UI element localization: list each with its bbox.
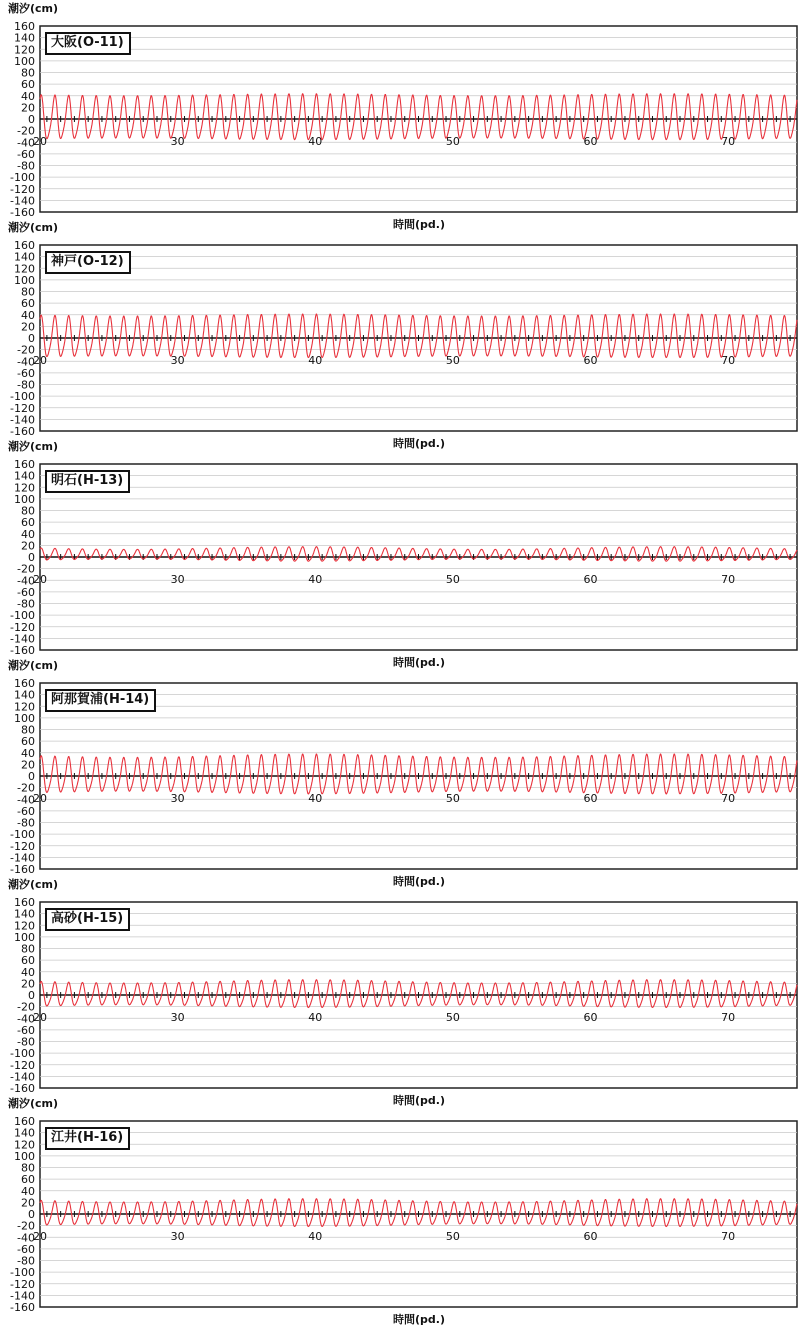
y-tick-label: -160: [10, 206, 35, 219]
x-tick-label: 40: [308, 792, 323, 805]
chart-panel: [0, 876, 800, 1107]
y-tick-label: -20: [17, 562, 35, 576]
y-tick-label: -140: [10, 413, 35, 427]
y-tick-label: 100: [14, 273, 35, 287]
y-tick-label: -160: [10, 644, 35, 657]
chart-panel: [0, 438, 800, 669]
x-tick-label: 50: [445, 135, 460, 148]
y-tick-label: 120: [14, 919, 35, 933]
y-tick-label: -100: [10, 828, 35, 842]
x-tick-label: 70: [721, 354, 736, 367]
x-tick-label: 40: [308, 135, 323, 148]
y-tick-label: 80: [21, 285, 35, 299]
y-axis-label: 潮汐(cm): [8, 1097, 59, 1110]
y-tick-label: 140: [14, 31, 35, 45]
y-tick-label: 160: [14, 896, 35, 909]
x-tick-label: 30: [170, 354, 185, 367]
y-tick-label: -40: [17, 793, 35, 807]
station-title: 神戸(O-12): [45, 251, 131, 274]
y-tick-label: 140: [14, 250, 35, 264]
y-tick-label: 60: [21, 78, 35, 92]
x-axis-label: 時間(pd.): [393, 218, 445, 231]
y-tick-label: 0: [28, 989, 35, 1002]
y-tick-label: -140: [10, 851, 35, 865]
y-tick-label: 40: [21, 527, 35, 541]
y-tick-label: -100: [10, 1266, 35, 1280]
y-tick-label: -100: [10, 390, 35, 404]
y-tick-label: 0: [28, 332, 35, 345]
y-tick-label: 100: [14, 930, 35, 944]
y-tick-label: 100: [14, 711, 35, 725]
chart-panel: [0, 219, 800, 450]
y-tick-label: 100: [14, 54, 35, 68]
x-tick-label: 70: [721, 1011, 736, 1024]
y-tick-label: 80: [21, 723, 35, 737]
x-tick-label: 20: [33, 354, 47, 367]
y-tick-label: -100: [10, 1047, 35, 1061]
y-tick-label: -20: [17, 1000, 35, 1014]
y-tick-label: 120: [14, 1138, 35, 1152]
x-tick-label: 30: [170, 1011, 185, 1024]
x-tick-label: 20: [33, 573, 47, 586]
x-tick-label: 50: [445, 1230, 460, 1243]
y-tick-label: -80: [17, 1254, 35, 1268]
station-title: 大阪(O-11): [45, 32, 131, 55]
y-tick-label: 140: [14, 688, 35, 702]
x-axis-label: 時間(pd.): [393, 1094, 445, 1107]
y-tick-label: -80: [17, 1035, 35, 1049]
x-axis-label: 時間(pd.): [393, 656, 445, 669]
y-tick-label: -40: [17, 136, 35, 150]
y-tick-label: -40: [17, 1012, 35, 1026]
x-axis-label: 時間(pd.): [393, 437, 445, 450]
y-axis-label: 潮汐(cm): [8, 878, 59, 891]
y-tick-label: 120: [14, 481, 35, 495]
y-tick-label: 80: [21, 66, 35, 80]
y-tick-label: 120: [14, 262, 35, 276]
x-tick-label: 20: [33, 792, 47, 805]
y-tick-label: 40: [21, 965, 35, 979]
y-tick-label: -140: [10, 1289, 35, 1303]
y-tick-label: 20: [21, 320, 35, 334]
y-tick-label: -140: [10, 194, 35, 208]
y-tick-label: 20: [21, 758, 35, 772]
y-tick-label: -120: [10, 401, 35, 415]
station-title: 阿那賀浦(H-14): [45, 689, 156, 712]
x-tick-label: 50: [445, 354, 460, 367]
y-axis-label: 潮汐(cm): [8, 659, 59, 672]
y-tick-label: 40: [21, 308, 35, 322]
y-tick-label: -120: [10, 182, 35, 196]
y-tick-label: 120: [14, 700, 35, 714]
x-tick-label: 20: [33, 135, 47, 148]
chart-panel: [0, 0, 800, 231]
y-tick-label: -120: [10, 1277, 35, 1291]
x-axis-label: 時間(pd.): [393, 875, 445, 888]
x-tick-label: 40: [308, 354, 323, 367]
y-tick-label: 140: [14, 1126, 35, 1140]
x-tick-label: 60: [583, 354, 598, 367]
y-tick-label: -120: [10, 839, 35, 853]
y-tick-label: -120: [10, 620, 35, 634]
x-tick-label: 40: [308, 1230, 323, 1243]
station-title: 明石(H-13): [45, 470, 130, 493]
y-tick-label: -60: [17, 585, 35, 599]
x-tick-label: 60: [583, 1230, 598, 1243]
x-tick-label: 50: [445, 573, 460, 586]
x-tick-label: 30: [170, 135, 185, 148]
y-tick-label: -40: [17, 355, 35, 369]
y-tick-label: 140: [14, 469, 35, 483]
y-tick-label: 60: [21, 297, 35, 311]
y-tick-label: 80: [21, 504, 35, 518]
y-tick-label: -100: [10, 609, 35, 623]
y-tick-label: -20: [17, 124, 35, 138]
y-tick-label: -20: [17, 1219, 35, 1233]
y-axis-label: 潮汐(cm): [8, 221, 59, 234]
y-tick-label: -100: [10, 171, 35, 185]
y-axis-label: 潮汐(cm): [8, 440, 59, 453]
y-tick-label: 60: [21, 516, 35, 530]
y-tick-label: 160: [14, 458, 35, 471]
y-tick-label: -60: [17, 1023, 35, 1037]
y-tick-label: 0: [28, 113, 35, 126]
y-tick-label: 160: [14, 677, 35, 690]
y-tick-label: -60: [17, 804, 35, 818]
y-tick-label: 80: [21, 942, 35, 956]
y-tick-label: 60: [21, 1173, 35, 1187]
x-tick-label: 70: [721, 792, 736, 805]
y-tick-label: 60: [21, 954, 35, 968]
y-tick-label: -140: [10, 1070, 35, 1084]
y-tick-label: 160: [14, 1115, 35, 1128]
y-tick-label: -20: [17, 343, 35, 357]
y-tick-label: -80: [17, 816, 35, 830]
y-tick-label: 80: [21, 1161, 35, 1175]
chart-panel: [0, 657, 800, 888]
y-tick-label: 20: [21, 101, 35, 115]
x-tick-label: 70: [721, 135, 736, 148]
y-tick-label: 40: [21, 746, 35, 760]
y-tick-label: -60: [17, 147, 35, 161]
y-tick-label: -60: [17, 366, 35, 380]
x-tick-label: 60: [583, 573, 598, 586]
y-tick-label: -160: [10, 1082, 35, 1095]
y-tick-label: 120: [14, 43, 35, 57]
x-tick-label: 20: [33, 1230, 47, 1243]
y-tick-label: 140: [14, 907, 35, 921]
y-tick-label: -40: [17, 1231, 35, 1245]
station-title: 高砂(H-15): [45, 908, 130, 931]
x-tick-label: 60: [583, 135, 598, 148]
y-tick-label: 0: [28, 1208, 35, 1221]
y-tick-label: 20: [21, 539, 35, 553]
y-tick-label: 100: [14, 1149, 35, 1163]
x-axis-label: 時間(pd.): [393, 1313, 445, 1326]
y-tick-label: -40: [17, 574, 35, 588]
y-tick-label: -160: [10, 863, 35, 876]
y-tick-label: -80: [17, 159, 35, 173]
y-tick-label: -80: [17, 378, 35, 392]
x-tick-label: 70: [721, 573, 736, 586]
y-tick-label: -120: [10, 1058, 35, 1072]
x-tick-label: 60: [583, 792, 598, 805]
x-tick-label: 60: [583, 1011, 598, 1024]
y-tick-label: -160: [10, 1301, 35, 1314]
y-tick-label: -60: [17, 1242, 35, 1256]
y-tick-label: -160: [10, 425, 35, 438]
station-title: 江井(H-16): [45, 1127, 130, 1150]
y-axis-label: 潮汐(cm): [8, 2, 59, 15]
x-tick-label: 40: [308, 573, 323, 586]
y-tick-label: 160: [14, 20, 35, 33]
y-tick-label: 40: [21, 89, 35, 103]
y-tick-label: 160: [14, 239, 35, 252]
y-tick-label: 0: [28, 770, 35, 783]
x-tick-label: 40: [308, 1011, 323, 1024]
y-tick-label: 20: [21, 977, 35, 991]
y-tick-label: 0: [28, 551, 35, 564]
x-tick-label: 30: [170, 573, 185, 586]
x-tick-label: 50: [445, 792, 460, 805]
x-tick-label: 50: [445, 1011, 460, 1024]
x-tick-label: 20: [33, 1011, 47, 1024]
y-tick-label: -20: [17, 781, 35, 795]
y-tick-label: -80: [17, 597, 35, 611]
x-tick-label: 70: [721, 1230, 736, 1243]
y-tick-label: -140: [10, 632, 35, 646]
x-tick-label: 30: [170, 1230, 185, 1243]
chart-panel: [0, 1095, 800, 1326]
y-tick-label: 60: [21, 735, 35, 749]
y-tick-label: 40: [21, 1184, 35, 1198]
y-tick-label: 20: [21, 1196, 35, 1210]
x-tick-label: 30: [170, 792, 185, 805]
y-tick-label: 100: [14, 492, 35, 506]
